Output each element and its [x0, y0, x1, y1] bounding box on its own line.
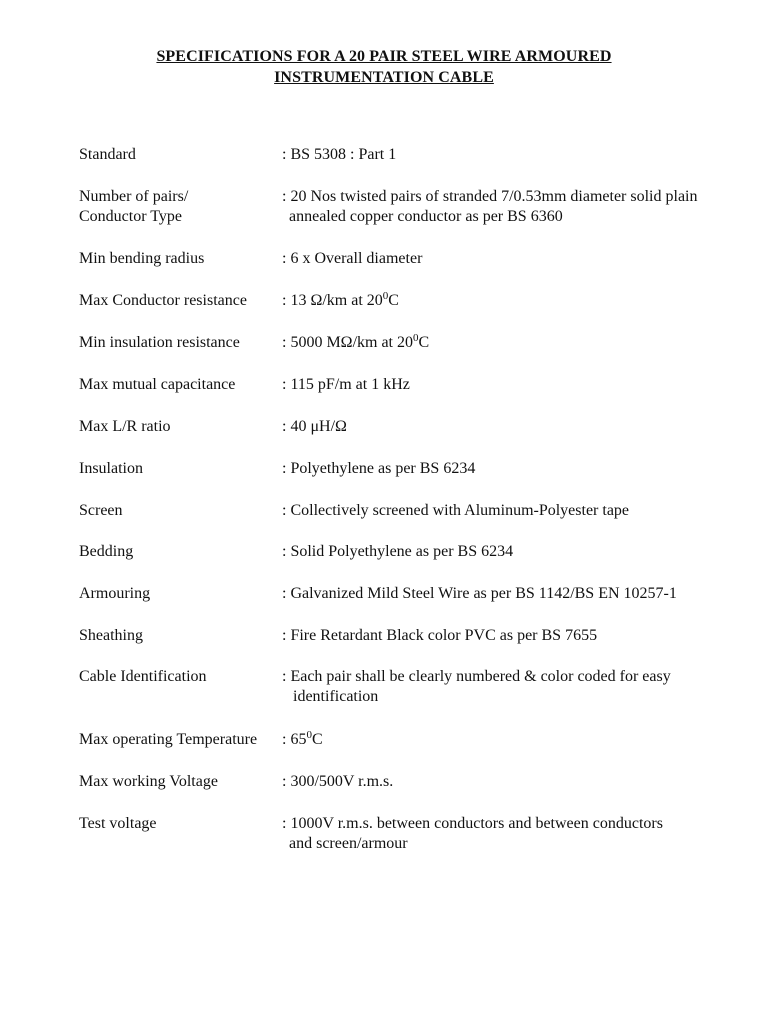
- spec-label: Bedding: [79, 543, 134, 560]
- spec-label: Max L/R ratio: [79, 418, 171, 435]
- spec-value: : 6 x Overall diameter: [282, 250, 423, 267]
- spec-label: Test voltage: [79, 815, 157, 832]
- spec-value: : Collectively screened with Aluminum-Polyester tape: [282, 502, 630, 519]
- document-title-line-2: INSTRUMENTATION CABLE: [274, 69, 494, 86]
- spec-label: Min bending radius: [79, 250, 205, 267]
- spec-label: Max Conductor resistance: [79, 292, 247, 309]
- spec-label: Sheathing: [79, 627, 143, 644]
- spec-value: : Each pair shall be clearly numbered & color coded for easy identification: [282, 668, 671, 705]
- spec-label: Screen: [79, 502, 123, 519]
- spec-value: : $65^0C$: [282, 729, 323, 748]
- spec-value: : Fire Retardant Black color PVC as per BS 7655: [282, 627, 598, 644]
- spec-label: Max working Voltage: [79, 773, 218, 790]
- spec-value: : 13 Ω/km at $20^0C$: [282, 290, 399, 309]
- spec-value: : Solid Polyethylene as per BS 6234: [282, 543, 514, 560]
- spec-value: : 40 μH/Ω: [282, 418, 347, 435]
- spec-value: : 115 pF/m at 1 kHz: [282, 376, 410, 393]
- spec-value: : 300/500V r.m.s.: [282, 773, 394, 790]
- spec-label: Min insulation resistance: [79, 334, 240, 351]
- spec-label: Max mutual capacitance: [79, 376, 236, 393]
- document-title-line-1: SPECIFICATIONS FOR A 20 PAIR STEEL WIRE ARMOURED: [156, 48, 612, 65]
- spec-label: Armouring: [79, 585, 151, 602]
- spec-value: : Galvanized Mild Steel Wire as per BS 1142/BS EN 10257-1: [282, 585, 677, 602]
- spec-value: : 20 Nos twisted pairs of stranded 7/0.53mm diameter solid plain annealed copper conductor as per BS 6360: [282, 188, 698, 225]
- spec-label: Cable Identification: [79, 668, 207, 685]
- spec-value: : Polyethylene as per BS 6234: [282, 460, 476, 477]
- spec-label: Insulation: [79, 460, 143, 477]
- spec-value: : 1000V r.m.s. between conductors and between conductors and screen/armour: [282, 815, 663, 852]
- spec-label: Standard: [79, 146, 136, 163]
- spec-label: Number of pairs/ Conductor Type: [79, 188, 189, 225]
- spec-value: : BS 5308 : Part 1: [282, 146, 397, 163]
- spec-label: Max operating Temperature: [79, 731, 258, 748]
- spec-value: : 5000 MΩ/km at $20^0C$: [282, 332, 430, 351]
